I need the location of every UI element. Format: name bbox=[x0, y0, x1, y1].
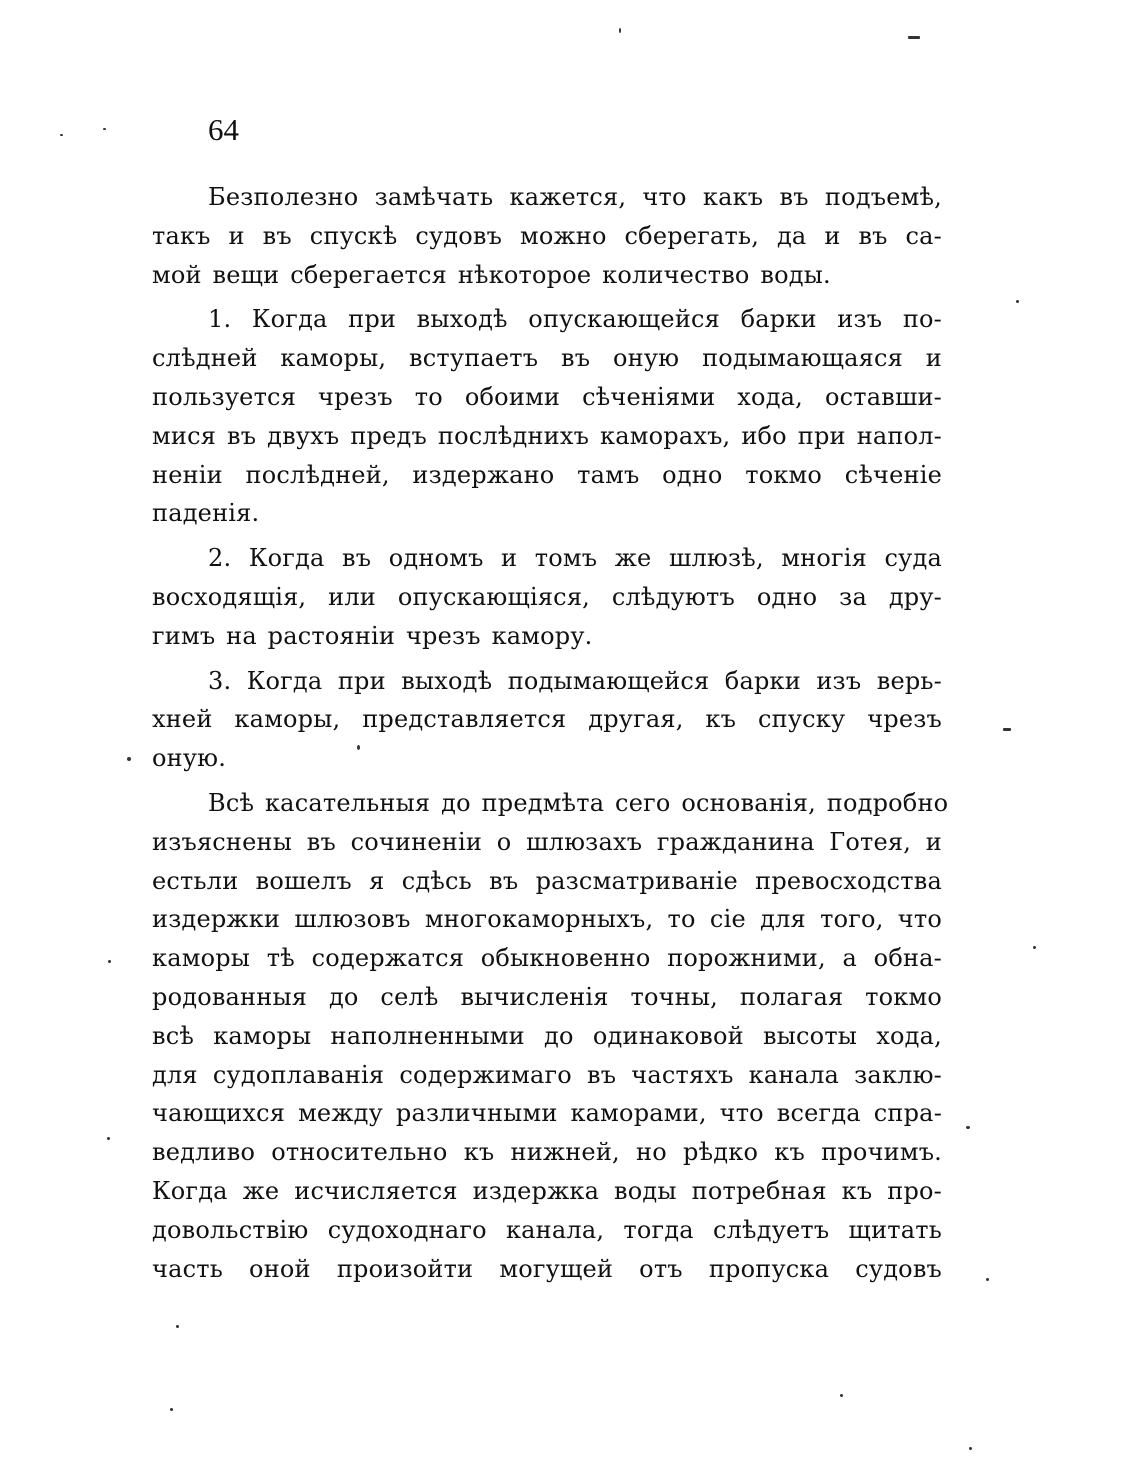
text-line: пользуется чрезъ то обоими сѣченіями хода, оставши- bbox=[152, 382, 942, 411]
scan-speck bbox=[969, 1447, 972, 1450]
scan-speck bbox=[170, 1408, 173, 1411]
text-line: каморы тѣ содержатся обыкновенно порожними, а обна- bbox=[152, 944, 942, 973]
scan-speck bbox=[986, 1278, 989, 1281]
text-line: для судоплаванія содержимаго въ частяхъ канала заклю- bbox=[152, 1060, 942, 1089]
text-line: неніи послѣдней, издержано тамъ одно токмо сѣченіе bbox=[152, 460, 942, 489]
text-line: 2. Когда въ одномъ и томъ же шлюзѣ, многія суда bbox=[208, 544, 942, 573]
text-line: всѣ каморы наполненными до одинаковой высоты хода, bbox=[152, 1021, 942, 1050]
text-line: Всѣ касательныя до предмѣта сего основанія, подробно bbox=[208, 788, 949, 817]
scan-speck bbox=[176, 1325, 179, 1328]
scan-speck bbox=[107, 1137, 110, 1140]
scan-speck bbox=[966, 1126, 970, 1129]
scan-speck bbox=[1033, 946, 1036, 949]
body-text bbox=[152, 178, 949, 1288]
scan-speck bbox=[108, 960, 111, 963]
text-line: паденія. bbox=[152, 499, 260, 528]
scan-speck bbox=[60, 134, 63, 136]
text-line: такъ и въ спускѣ судовъ можно сберегать, да и въ са- bbox=[152, 221, 942, 250]
text-line: хней каморы, представляется другая, къ спуску чрезъ bbox=[152, 705, 942, 734]
text-line: Когда же исчисляется издержка воды потребная къ про- bbox=[152, 1176, 942, 1205]
scan-speck bbox=[357, 745, 360, 750]
text-line: изъяснены въ сочиненіи о шлюзахъ гражданина Готея, и bbox=[152, 827, 942, 856]
text-line: ведливо относительно къ нижней, но рѣдко къ прочимъ. bbox=[152, 1138, 942, 1167]
scan-speck bbox=[619, 28, 621, 33]
text-line: чающихся между различными каморами, что всегда спра- bbox=[152, 1099, 942, 1128]
scan-speck bbox=[1016, 300, 1019, 303]
text-line: родованныя до селѣ вычисленія точны, полагая токмо bbox=[152, 982, 942, 1011]
text-line: часть оной произойти могущей отъ пропуска судовъ bbox=[152, 1254, 942, 1283]
page-number: 64 bbox=[208, 112, 239, 147]
text-line: довольствію судоходнаго канала, тогда слѣдуетъ щитать bbox=[152, 1215, 942, 1244]
text-line: 3. Когда при выходѣ подымающейся барки изъ верь- bbox=[208, 666, 942, 695]
text-line: оную. bbox=[152, 744, 227, 773]
text-line: Безполезно замѣчать кажется, что какъ въ подъемѣ, bbox=[208, 183, 942, 211]
scan-speck bbox=[908, 36, 920, 39]
scan-speck bbox=[840, 1394, 843, 1397]
text-line: естьли вошелъ я сдѣсь въ разсматриваніе превосходства bbox=[152, 866, 942, 895]
text-line: издержки шлюзовъ многокаморныхъ, то сіе для того, что bbox=[152, 905, 942, 934]
scan-speck bbox=[1003, 728, 1011, 731]
text-line: мой вещи сберегается нѣкоторое количество воды. bbox=[152, 260, 831, 289]
text-line: слѣдней каморы, вступаетъ въ оную подымающаяся и bbox=[152, 344, 942, 373]
scan-speck bbox=[127, 757, 131, 761]
text-line: 1. Когда при выходѣ опускающейся барки изъ по- bbox=[208, 305, 942, 334]
text-line: мися въ двухъ предъ послѣднихъ каморахъ, ибо при напол- bbox=[152, 421, 942, 450]
text-line: восходящія, или опускающіяся, слѣдуютъ одно за дру- bbox=[152, 582, 942, 611]
text-line: гимъ на растояніи чрезъ камору. bbox=[152, 621, 593, 650]
scan-speck bbox=[103, 128, 106, 130]
